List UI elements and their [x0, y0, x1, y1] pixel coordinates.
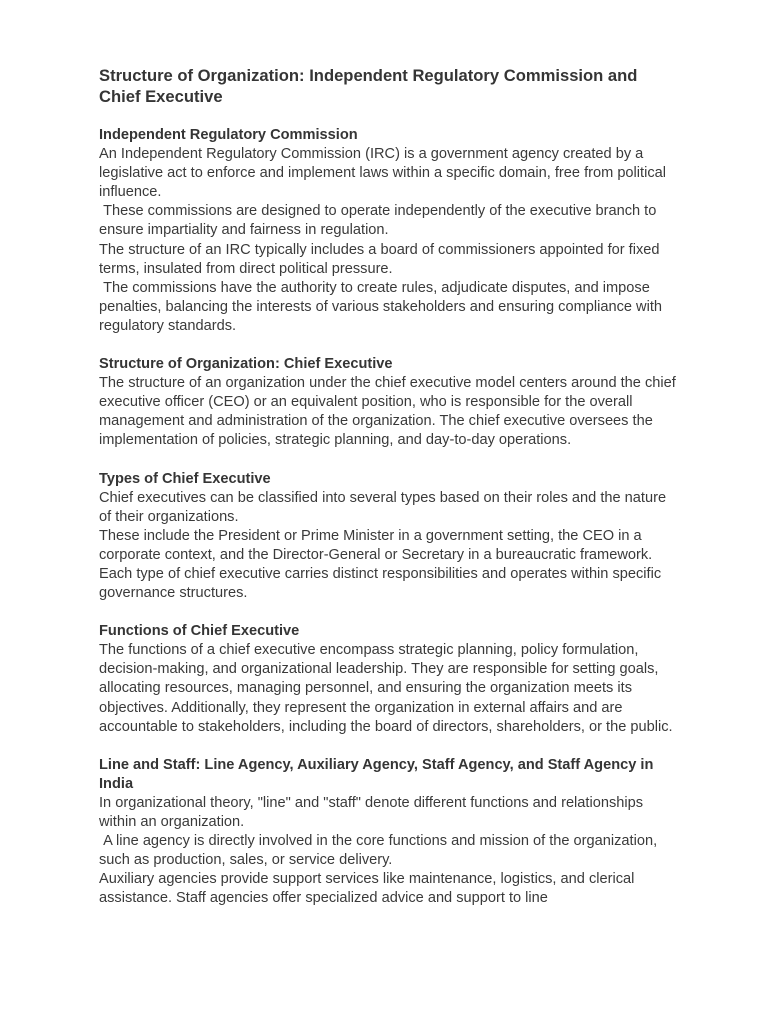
section-heading: Functions of Chief Executive [99, 623, 300, 640]
section-types-of-chief-executive [99, 470, 679, 604]
document-title: Structure of Organization: Independent Regulatory Commission and Chief Executive [99, 66, 638, 106]
section-line-and-staff [99, 756, 679, 909]
paragraph: The commissions have the authority to create rules, adjudicate disputes, and impose penalties, balancing the interests of various stakeholders and ensuring compliance with regulatory standards. [99, 279, 667, 334]
section-independent-regulatory-commission [99, 126, 679, 336]
document-page [99, 62, 679, 908]
paragraph: Chief executives can be classified into several types based on their roles and the nature of their organizations. [99, 489, 671, 525]
paragraph: The structure of an IRC typically includes a board of commissioners appointed for fixed terms, insulated from direct political pressure. [99, 241, 664, 277]
paragraph: Auxiliary agencies provide support services like maintenance, logistics, and clerical assistance. Staff agencies offer specialized advice and support to line [99, 871, 639, 907]
paragraph: In organizational theory, "line" and "staff" denote different functions and relationships within an organization. [99, 794, 648, 830]
section-chief-executive-structure [99, 355, 679, 450]
section-heading: Types of Chief Executive [99, 470, 271, 487]
paragraph: Each type of chief executive carries distinct responsibilities and operates within specific governance structures. [99, 565, 666, 602]
section-heading: Independent Regulatory Commission [99, 127, 358, 143]
paragraph: The structure of an organization under the chief executive model centers around the chief executive officer (CEO) or an equivalent position, who is responsible for the overall management and administration of the organization. The chief executive oversees the implementation of policies, strategic planning, and day-to-day operations. [99, 375, 680, 449]
paragraph: A line agency is directly involved in the core functions and mission of the organization, such as production, sales, or service delivery. [99, 833, 662, 869]
section-functions-of-chief-executive [99, 622, 679, 737]
paragraph: These include the President or Prime Minister in a government setting, the CEO in a corporate context, and the Director-General or Secretary in a bureaucratic framework. [99, 527, 653, 563]
paragraph: The functions of a chief executive encompass strategic planning, policy formulation, decision-making, and organizational leadership. They are responsible for setting goals, allocating resources, managing personnel, and ensuring the organization meets its objectives. Additionally, they represent the organization in external affairs and are accountable to stakeholders, including the board of directors, shareholders, or the public. [99, 642, 673, 735]
section-heading: Line and Staff: Line Agency, Auxiliary Agency, Staff Agency, and Staff Agency in India [99, 756, 654, 792]
paragraph: These commissions are designed to operate independently of the executive branch to ensure impartiality and fairness in regulation. [99, 203, 661, 239]
section-heading: Structure of Organization: Chief Executive [99, 356, 393, 373]
paragraph: An Independent Regulatory Commission (IRC) is a government agency created by a legislative act to enforce and implement laws within a specific domain, free from political influence. [99, 146, 671, 201]
